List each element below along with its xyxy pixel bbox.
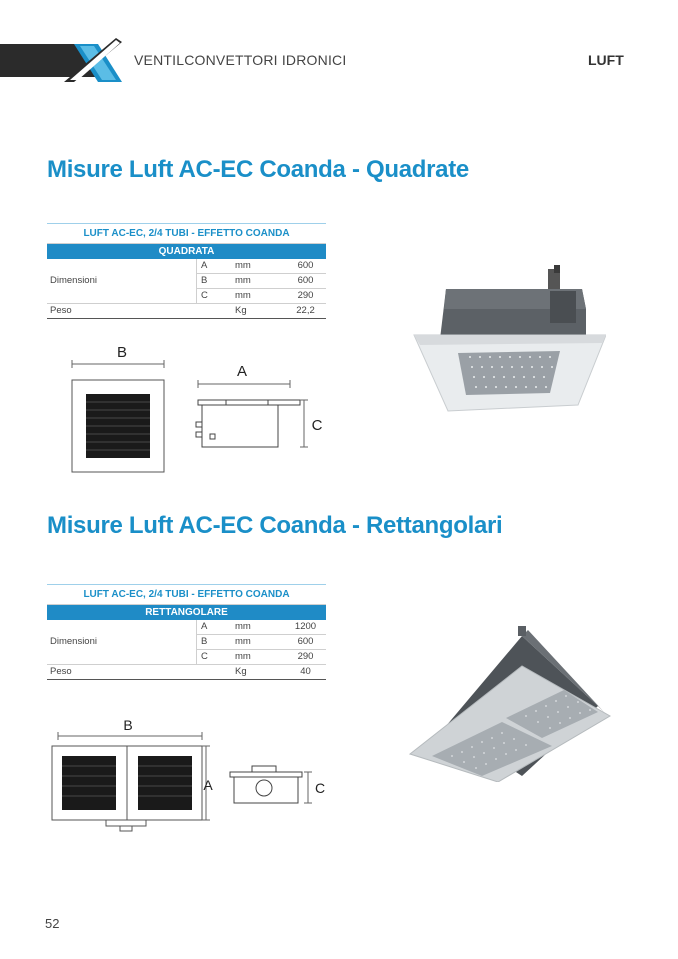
spec-table-variant: QUADRATA <box>47 244 326 259</box>
table-row <box>47 620 326 635</box>
section-title-rect: Misure Luft AC-EC Coanda - Rettangolari <box>47 512 503 539</box>
spec-table-square <box>47 223 326 319</box>
square-side-drawing <box>192 360 332 454</box>
weight-unit: Kg <box>231 665 285 680</box>
spec-table-caption: LUFT AC-EC, 2/4 TUBI - EFFETTO COANDA <box>47 585 326 605</box>
label-b: B <box>116 344 128 361</box>
table-row <box>47 665 326 680</box>
weight-label: Peso <box>47 665 197 680</box>
spec-table-caption: LUFT AC-EC, 2/4 TUBI - EFFETTO COANDA <box>47 224 326 244</box>
label-a: A <box>236 363 248 380</box>
weight-value: 40 <box>285 665 326 680</box>
weight-unit: Kg <box>231 304 285 319</box>
dim-value: 600 <box>285 274 326 289</box>
dim-unit: mm <box>231 259 285 274</box>
dim-letter: C <box>197 650 232 665</box>
page-number: 52 <box>45 916 60 931</box>
rect-product-image <box>402 626 612 782</box>
label-a: A <box>203 777 213 793</box>
dim-unit: mm <box>231 650 285 665</box>
dim-value: 290 <box>285 650 326 665</box>
dim-letter: C <box>197 289 232 304</box>
spec-table-rect <box>47 584 326 680</box>
label-c: C <box>314 780 326 796</box>
header-brand: LUFT <box>588 52 624 68</box>
dim-letter: B <box>197 635 232 650</box>
brand-x-logo-icon <box>60 38 122 82</box>
dimensions-label: Dimensioni <box>47 259 197 304</box>
dim-unit: mm <box>231 274 285 289</box>
weight-label: Peso <box>47 304 197 319</box>
label-c: C <box>311 417 323 434</box>
dim-unit: mm <box>231 635 285 650</box>
square-product-image <box>410 265 606 415</box>
dim-unit: mm <box>231 289 285 304</box>
dim-letter: A <box>197 620 232 635</box>
weight-value: 22,2 <box>285 304 326 319</box>
dim-value: 290 <box>285 289 326 304</box>
rect-side-drawing <box>226 762 330 812</box>
dim-value: 600 <box>285 259 326 274</box>
dim-letter: A <box>197 259 232 274</box>
table-row <box>47 259 326 274</box>
dim-value: 1200 <box>285 620 326 635</box>
square-front-drawing <box>62 340 174 476</box>
dimensions-label: Dimensioni <box>47 620 197 665</box>
spec-table-variant: RETTANGOLARE <box>47 605 326 620</box>
header-section-title: VENTILCONVETTORI IDRONICI <box>134 52 347 68</box>
rect-front-drawing <box>44 714 220 838</box>
label-b: B <box>123 717 133 733</box>
dim-unit: mm <box>231 620 285 635</box>
dim-letter: B <box>197 274 232 289</box>
table-row <box>47 304 326 319</box>
dim-value: 600 <box>285 635 326 650</box>
section-title-square: Misure Luft AC-EC Coanda - Quadrate <box>47 156 469 183</box>
